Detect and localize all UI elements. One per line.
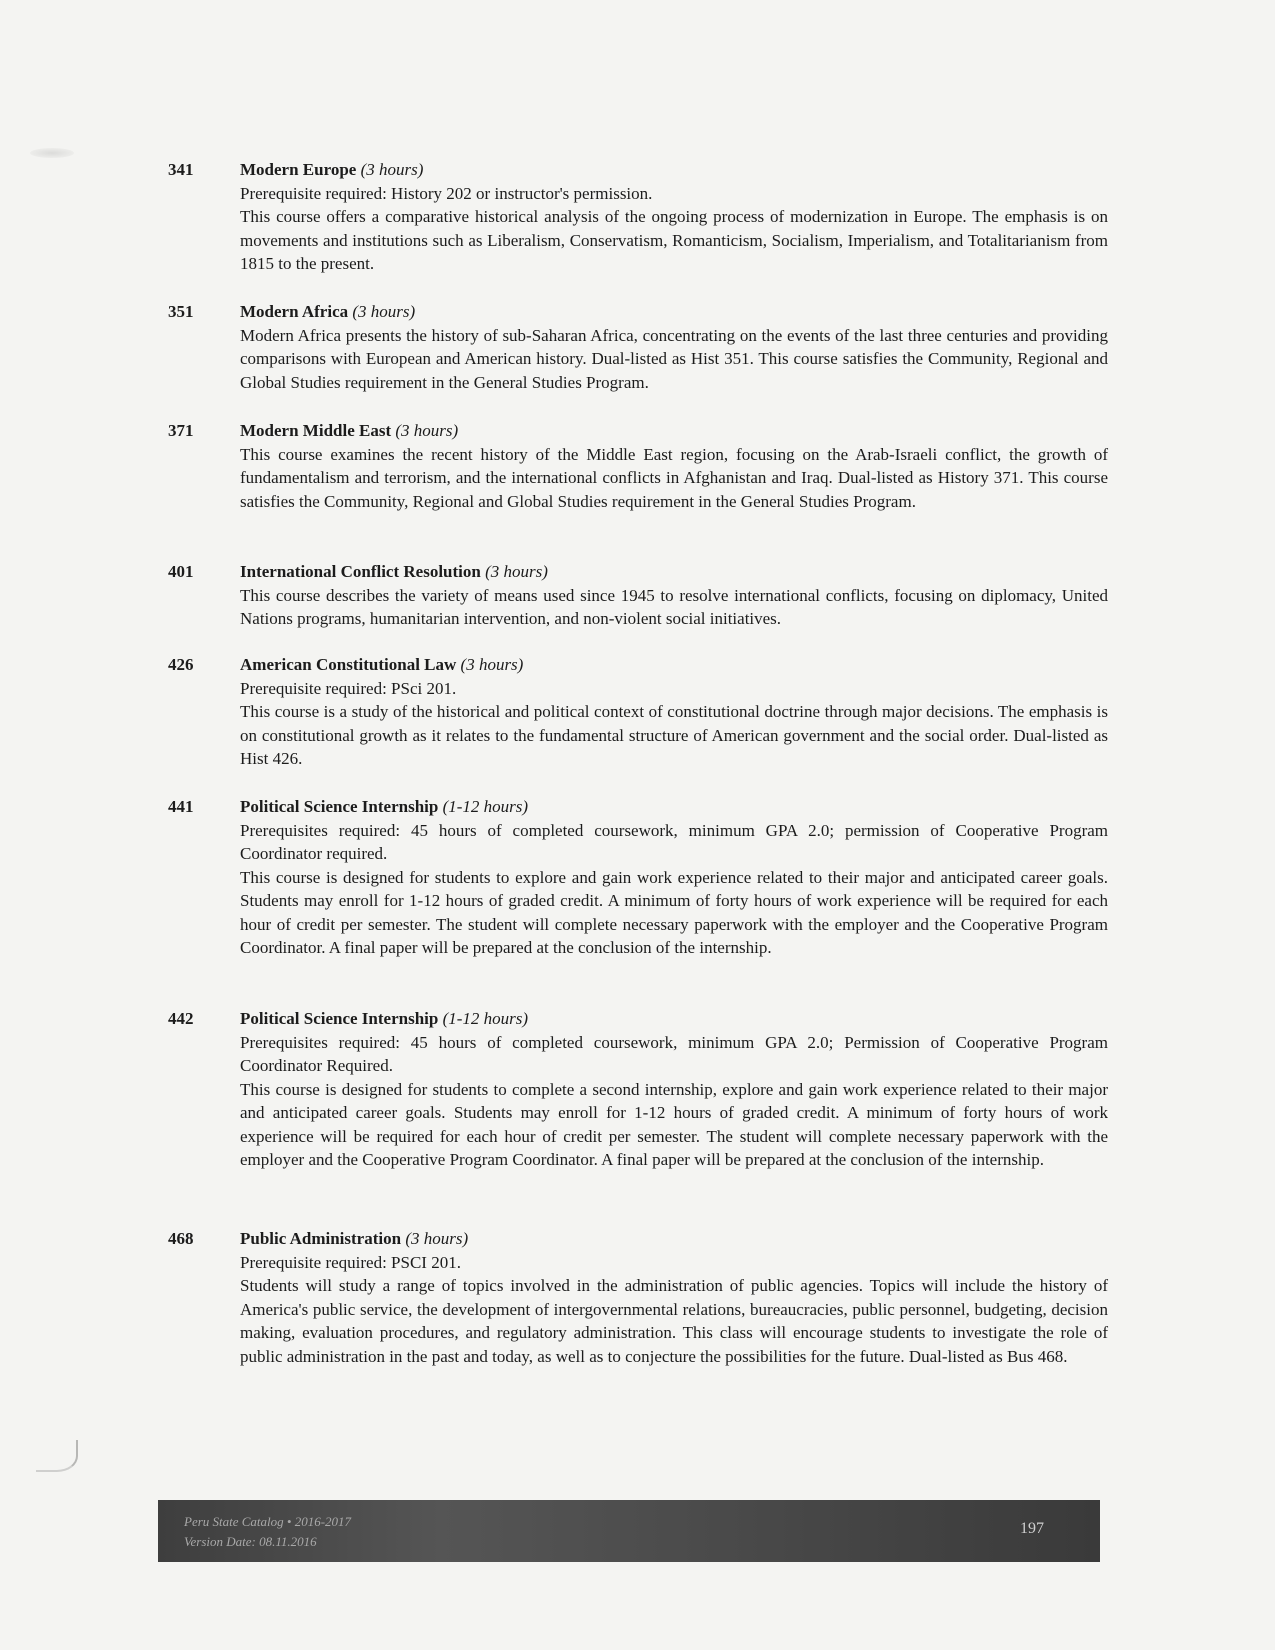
course-prerequisite: Prerequisite required: PSci 201. [240, 678, 457, 698]
course-heading [240, 1227, 1108, 1251]
course-hours: (3 hours) [460, 655, 524, 674]
course-description: Modern Africa presents the history of sub-Saharan Africa, concentrating on the events of the last three centuries and providing comparisons with European and American history. Dual-listed as Hist 351. This course satisfies the Community, Regional and Global Studies requirement in the General Studies Program. [240, 325, 1108, 392]
course-prerequisite: Prerequisite required: History 202 or instructor's permission. [240, 183, 653, 203]
course-description: This course examines the recent history of the Middle East region, focusing on the Arab-Israeli conflict, the growth of fundamentalism and terrorism, and the international conflicts in Afghanistan and Iraq. Dual-listed as History 371. This course satisfies the Community, Regional and Global Studies requirement in the General Studies Program. [240, 444, 1108, 511]
course-hours: (3 hours) [395, 421, 459, 440]
course-title: Public Administration [240, 1229, 402, 1248]
course-description: This course describes the variety of means used since 1945 to resolve international conflicts, focusing on diplomacy, United Nations programs, humanitarian intervention, and non-violent social initiatives. [240, 585, 1108, 628]
course-title: Modern Middle East [240, 421, 392, 440]
course-title: International Conflict Resolution [240, 562, 481, 581]
course-heading [240, 158, 1108, 182]
course-heading [240, 795, 1108, 819]
course-title: Political Science Internship [240, 797, 439, 816]
course-number: 371 [168, 421, 194, 440]
course-description: Students will study a range of topics involved in the administration of public agencies. Topics will include the history of America's public service, the development of intergovernmental relations, bureaucracies, public personnel, budgeting, decision making, evaluation procedures, and regulatory administration. This class will encourage students to investigate the role of public administration in the past and today, as well as to conjecture the possibilities for the future. Dual-listed as Bus 468. [240, 1276, 1108, 1366]
course-description: This course is designed for students to explore and gain work experience related to their major and anticipated career goals. Students may enroll for 1-12 hours of graded credit. A minimum of forty hours of work experience will be required for each hour of credit per semester. The student will complete necessary paperwork with the employer and the Cooperative Program Coordinator. A final paper will be prepared at the conclusion of the internship. [240, 867, 1108, 957]
binder-hole-shadow [36, 1440, 78, 1472]
course-number: 442 [168, 1009, 194, 1028]
course-title: Modern Africa [240, 302, 349, 321]
binder-hole-shadow [30, 148, 74, 158]
course-description: This course is a study of the historical and political context of constitutional doctrine through major decisions. The emphasis is on constitutional growth as it relates to the fundamental structure of American government and the social order. Dual-listed as Hist 426. [240, 702, 1108, 768]
course-title: Political Science Internship [240, 1009, 439, 1028]
course-hours: (1-12 hours) [442, 1009, 529, 1028]
footer-catalog-title: Peru State Catalog • 2016-2017 [184, 1514, 352, 1529]
course-heading [240, 300, 1108, 324]
course-heading [240, 653, 1108, 677]
course-title: American Constitutional Law [240, 655, 457, 674]
course-number: 426 [168, 655, 194, 674]
course-description: This course offers a comparative historical analysis of the ongoing process of modernization in Europe. The emphasis is on movements and institutions such as Liberalism, Conservatism, Romanticism, Socialism, Imperialism, and Totalitarianism from 1815 to the present. [240, 207, 1108, 273]
course-heading [240, 1007, 1108, 1031]
course-number: 401 [168, 562, 194, 581]
course-number: 441 [168, 797, 194, 816]
page-number: 197 [1020, 1520, 1044, 1537]
course-hours: (1-12 hours) [442, 797, 529, 816]
course-hours: (3 hours) [352, 302, 416, 321]
page-footer [158, 1500, 1100, 1562]
course-heading [240, 419, 1108, 443]
course-hours: (3 hours) [485, 562, 548, 581]
course-number: 351 [168, 302, 194, 321]
course-number: 341 [168, 160, 194, 179]
course-prerequisite: Prerequisites required: 45 hours of completed coursework, minimum GPA 2.0; Permission of Cooperative Program Coordinator Required. [240, 1032, 1108, 1075]
footer-version-date: Version Date: 08.11.2016 [184, 1534, 317, 1549]
course-title: Modern Europe [240, 160, 357, 179]
course-description: This course is designed for students to complete a second internship, explore and gain work experience related to their major and anticipated career goals. Students may enroll for 1-12 hours of graded credit. A minimum of forty hours of work experience will be required for each hour of credit per semester. The student will complete necessary paperwork with the employer and the Cooperative Program Coordinator. A final paper will be prepared at the conclusion of the internship. [240, 1079, 1108, 1169]
course-prerequisite: Prerequisite required: PSCI 201. [240, 1252, 461, 1272]
course-prerequisite: Prerequisites required: 45 hours of completed coursework, minimum GPA 2.0; permission of Cooperative Program Coordinator required. [240, 820, 1108, 863]
course-hours: (3 hours) [405, 1229, 469, 1248]
course-number: 468 [168, 1229, 194, 1248]
footer-catalog-info [184, 1512, 351, 1552]
course-heading [240, 560, 1108, 584]
course-hours: (3 hours) [360, 160, 424, 179]
